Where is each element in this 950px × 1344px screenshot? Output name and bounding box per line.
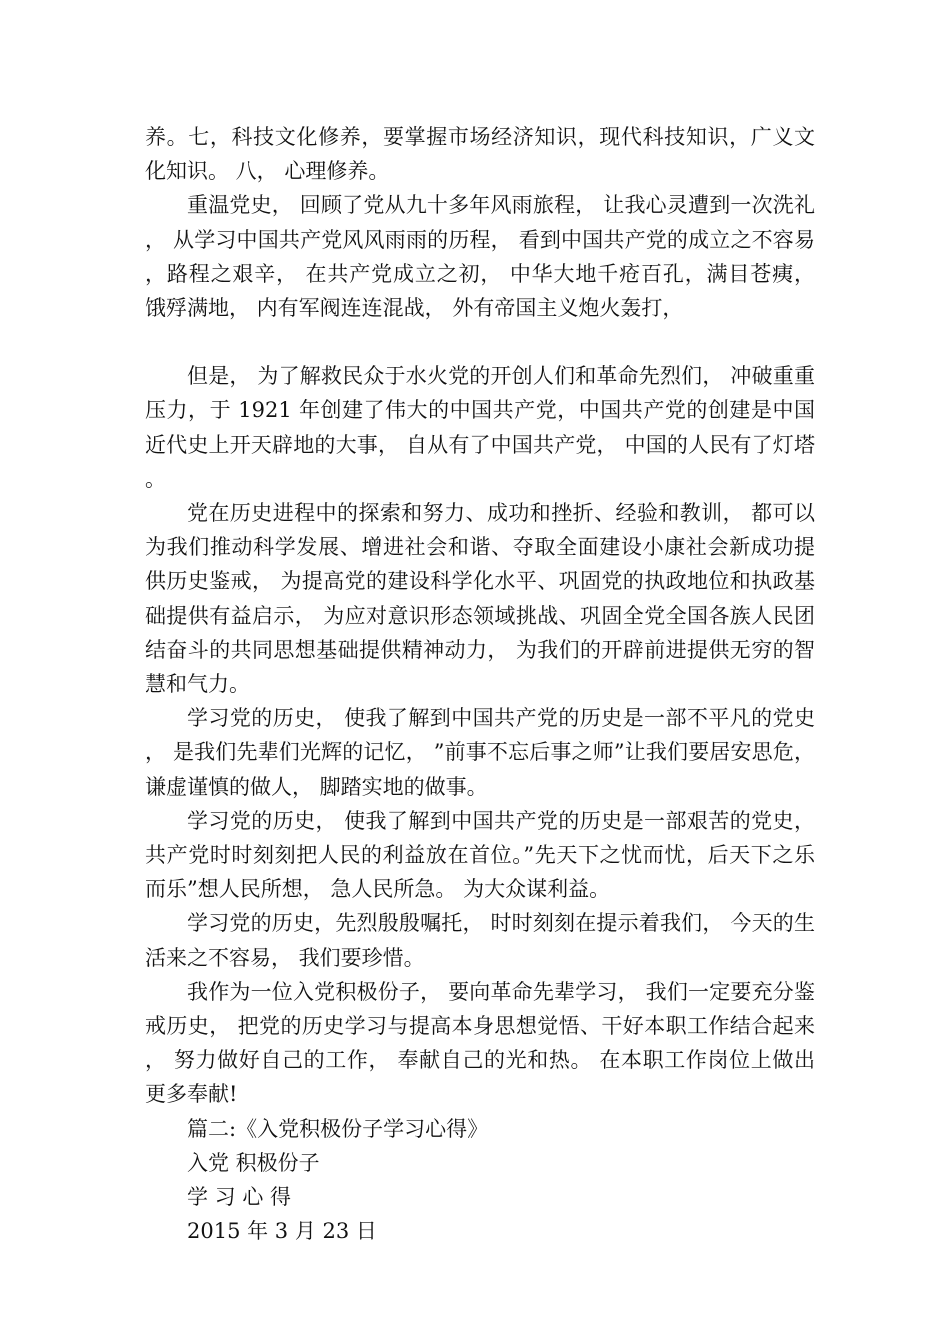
paragraph-2: 重温党史， 回顾了党从九十多年风雨旅程， 让我心灵遭到一次洗礼， 从学习中国共产党风风雨雨的历程， 看到中国共产党的成立之不容易，路程之艰辛， 在共产党成立之初， 中华大地千疮百孔，满目苍痍， 饿殍满地， 内有军阀连连混战， 外有帝国主义炮火轰打，: [145, 193, 815, 321]
paragraph-gap: [145, 325, 815, 359]
cover-title-line-1: 入党 积极份子: [187, 1150, 320, 1175]
paragraph-1: 养。七，科技文化修养，要掌握市场经济知识，现代科技知识，广义文化知识。 八， 心理修养。: [145, 125, 815, 184]
paragraph-7: 学习党的历史，先烈殷殷嘱托， 时时刻刻在提示着我们， 今天的生活来之不容易， 我们要珍惜。: [145, 911, 815, 970]
paragraph-8: 我作为一位入党积极份子， 要向革命先辈学习， 我们一定要充分鉴戒历史， 把党的历史学习与提高本身思想觉悟、干好本职工作结合起来， 努力做好自己的工作， 奉献自己的光和热。 在本职工作岗位上做出更多奉献!: [145, 979, 815, 1107]
cover-title-line-2: 学 习 心 得: [187, 1185, 292, 1210]
paragraph-5: 学习党的历史， 使我了解到中国共产党的历史是一部不平凡的党史， 是我们先辈们光辉的记忆， ”前事不忘后事之师”让我们要居安思危， 谦虚谨慎的做人， 脚踏实地的做事。: [145, 706, 815, 799]
document-body: [145, 120, 815, 1249]
document-date: 2015 年 3 月 23 日: [187, 1219, 377, 1244]
section-heading: 篇二:《入党积极份子学习心得》: [187, 1116, 489, 1141]
paragraph-4: 党在历史进程中的探索和努力、成功和挫折、经验和教训， 都可以为我们推动科学发展、增进社会和谐、夺取全面建设小康社会新成功提供历史鉴戒， 为提高党的建设科学化水平、巩固党的执政地位和执政基础提供有益启示， 为应对意识形态领域挑战、巩固全党全国各族人民团结奋斗的共同思想基础提供精神动力， 为我们的开辟前进提供无穷的智慧和气力。: [145, 501, 815, 697]
paragraph-3: 但是， 为了解救民众于水火党的开创人们和革命先烈们， 冲破重重压力，于 1921 年创建了伟大的中国共产党，中国共产党的创建是中国近代史上开天辟地的大事， 自从有了中国共产党， 中国的人民有了灯塔。: [145, 364, 815, 491]
paragraph-6: 学习党的历史， 使我了解到中国共产党的历史是一部艰苦的党史，共产党时时刻刻把人民的利益放在首位。”先天下之忧而忧，后天下之乐而乐”想人民所想， 急人民所急。 为大众谋利益。: [145, 808, 815, 902]
